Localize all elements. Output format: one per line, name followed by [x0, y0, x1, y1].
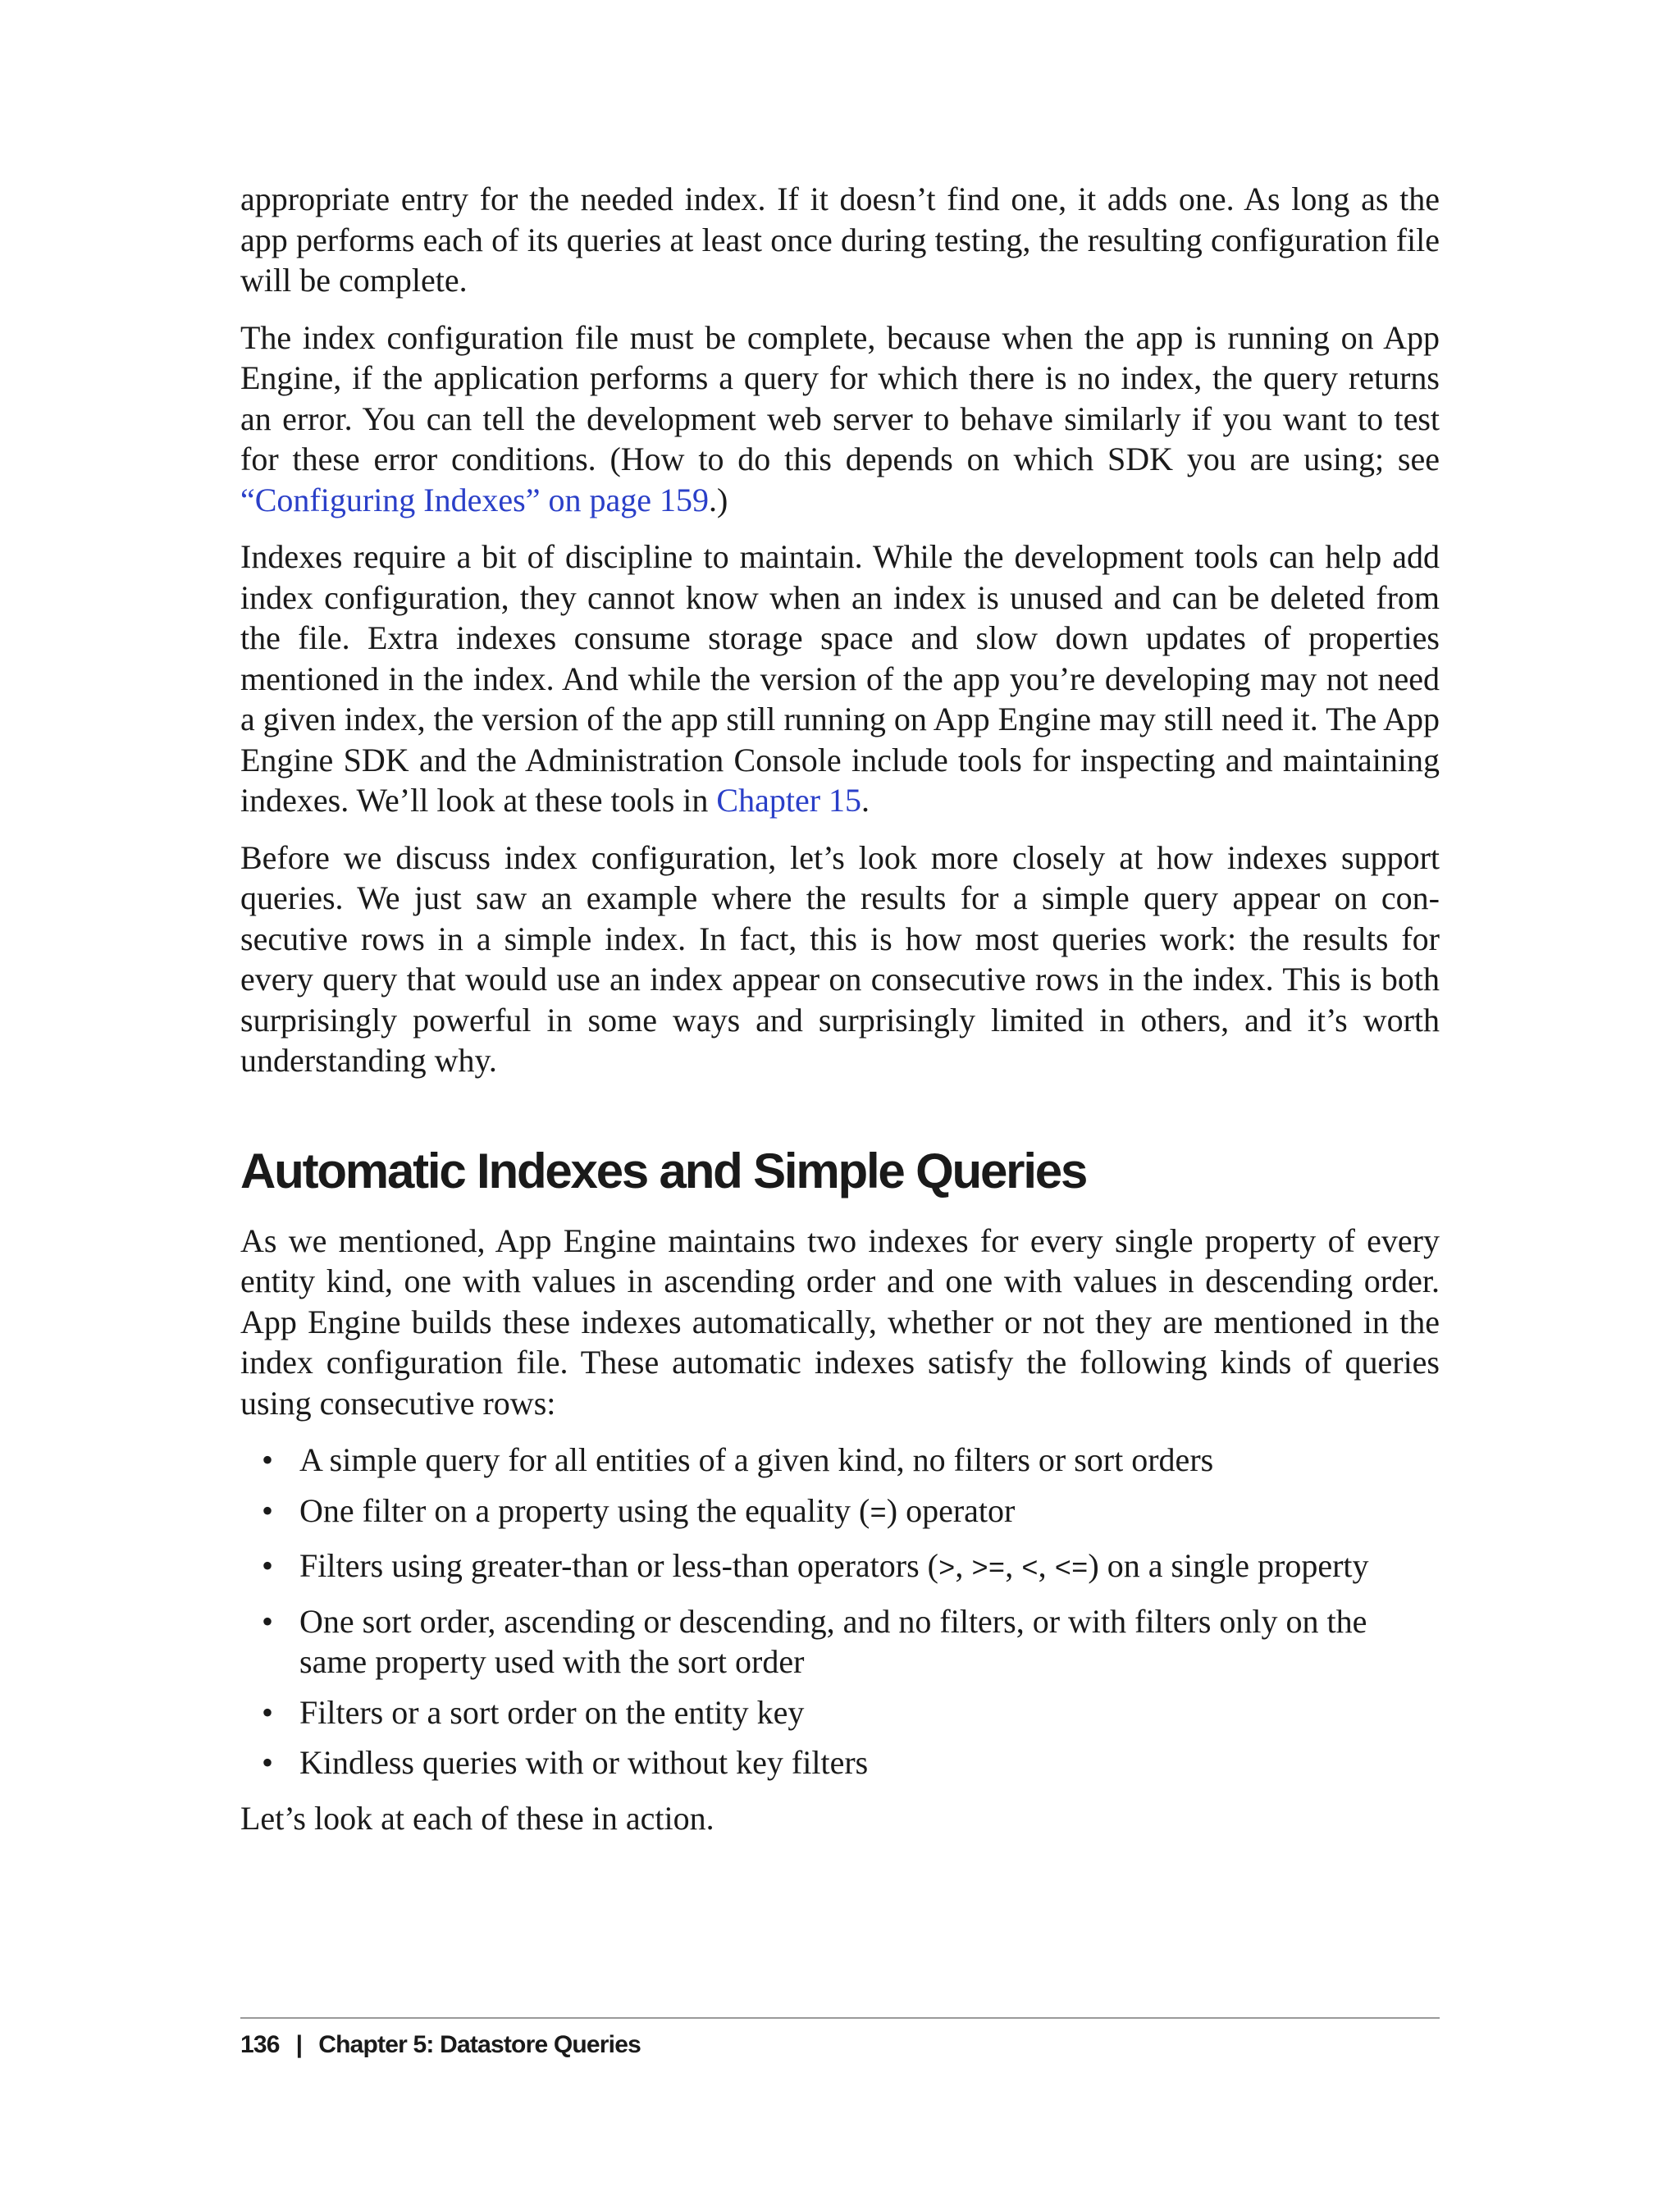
- greater-equal-code: >=: [971, 1554, 1006, 1586]
- less-equal-code: <=: [1054, 1554, 1089, 1586]
- paragraph-4: [240, 838, 1440, 1081]
- list-item: [240, 1545, 1440, 1591]
- list-item-text: One sort order, ascending or descending, and no filters, or with filters only on the same property used with the sort order: [299, 1602, 1367, 1680]
- list-separator: ,: [1038, 1547, 1055, 1584]
- list-item-text: A simple query for all entities of a given kind, no filters or sort orders: [299, 1441, 1214, 1478]
- list-item-text: Filters or a sort order on the entity key: [299, 1693, 805, 1731]
- list-item-text: ) on a single property: [1088, 1547, 1369, 1584]
- section-heading: Automatic Indexes and Simple Queries: [240, 1143, 1087, 1198]
- list-item-text: One filter on a property using the equality (: [299, 1491, 870, 1529]
- less-than-code: <: [1021, 1554, 1039, 1586]
- paragraph-2-tail: .): [708, 481, 728, 518]
- list-separator: ,: [1005, 1547, 1022, 1584]
- page-number: 136: [240, 2031, 280, 2058]
- bullet-icon: •: [262, 1491, 274, 1529]
- bullet-icon: •: [262, 1547, 274, 1584]
- running-chapter-title: Chapter 5: Datastore Queries: [318, 2031, 641, 2058]
- paragraph-3-text: Indexes require a bit of discipline to maintain. While the development tools can help add index configuration, they cannot know when an index is unused and can be deleted from the file. Extra indexes consume storage space and slow down updates of properties mentioned in the index. And while the version of the app you’re developing may not need a given index, the version of the app still running on App Engine may still need it. The App Engine SDK and the Administration Console include tools for inspecting and maintaining indexes. We’ll look at these tools in: [240, 538, 1440, 819]
- paragraph-3: [240, 536, 1440, 821]
- paragraph-2-text: The index configuration file must be complete, because when the app is running on App Engine, if the application performs a query for which there is no index, the query returns an error. You can tell the development web server to behave similarly if you want to test for these error conditions. (How to do this depends on which SDK you are using; see: [240, 318, 1440, 477]
- greater-than-code: >: [938, 1554, 956, 1586]
- bullet-icon: •: [262, 1744, 274, 1781]
- bullet-icon: •: [262, 1602, 274, 1640]
- bullet-icon: •: [262, 1441, 274, 1478]
- section-intro-text: As we mentioned, App Engine maintains two indexes for every single property of every entity kind, one with values in ascending order and one with values in descending order. App Engine builds these indexes automatically, whether or not they are mentioned in the index configuration file. These automatic indexes satisfy the following kinds of queries using consecutive rows:: [240, 1221, 1440, 1422]
- list-item: [240, 1601, 1440, 1682]
- list-item: [240, 1440, 1440, 1481]
- page-footer: [240, 2031, 641, 2059]
- bullet-icon: •: [262, 1693, 274, 1731]
- paragraph-2: [240, 317, 1440, 521]
- page-content: [240, 179, 1440, 1855]
- closing-paragraph: [240, 1798, 1440, 1839]
- list-separator: ,: [955, 1547, 972, 1584]
- list-item: [240, 1742, 1440, 1783]
- paragraph-1-text: appropriate entry for the needed index. If it doesn’t find one, it adds one. As long as the app performs each of its queries at least once during testing, the resulting configuration file will be complete.: [240, 180, 1440, 299]
- equality-operator-code: =: [870, 1499, 887, 1531]
- configuring-indexes-link[interactable]: “Configuring Indexes” on page 159: [240, 481, 709, 518]
- footer-separator: |: [295, 2031, 303, 2058]
- paragraph-1: [240, 179, 1440, 301]
- paragraph-3-tail: .: [861, 782, 870, 819]
- paragraph-4-text: Before we discuss index configuration, let’s look more closely at how indexes support queries. We just saw an example where the results for a simple query appear on consecutive rows in a simple index. In fact, this is how most queries work: the results for every query that would use an index appear on consecutive rows in the index. This is both surprisingly powerful in some ways and surprisingly limited in others, and it’s worth understanding why.: [240, 838, 1440, 1079]
- list-item-text: ) operator: [886, 1491, 1016, 1529]
- query-kinds-list: [240, 1440, 1440, 1783]
- list-item: [240, 1692, 1440, 1733]
- footer-divider: [240, 2017, 1440, 2019]
- list-item-text: Filters using greater-than or less-than operators (: [299, 1547, 938, 1584]
- list-item-text: Kindless queries with or without key filters: [299, 1744, 869, 1781]
- closing-text: Let’s look at each of these in action.: [240, 1799, 714, 1837]
- chapter-15-link[interactable]: Chapter 15: [716, 782, 862, 819]
- section-intro: [240, 1221, 1440, 1424]
- list-item: [240, 1491, 1440, 1536]
